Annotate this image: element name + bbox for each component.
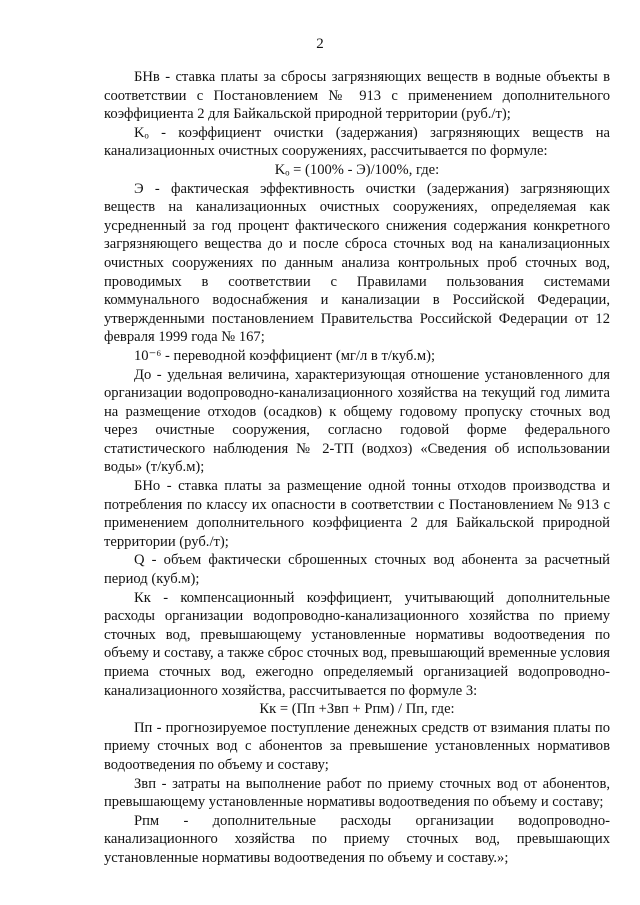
paragraph-do-definition: До - удельная величина, характеризующая отношение установленного для организации водопроводно-канализационного хозяйства на текущий год лимита на размещение отходов (осадков) к общему годовому пропуску сточных вод через очистные сооружения, согласно годовой форме федерального статистического наблюдения № 2-ТП (водхоз) «Сведения об использовании воды» (т/куб.м); xyxy=(104,366,610,476)
paragraph-pp-definition: Пп - прогнозируемое поступление денежных средств от взимания платы по приему сточных вод с абонентов за превышение установленных нормативов водоотведения по объему и составу; xyxy=(104,719,610,773)
paragraph-zvp-definition: Звп - затраты на выполнение работ по приему сточных вод от абонентов, превышающему установленные нормативы водоотведения по объему и составу; xyxy=(104,775,610,811)
formula-ko: Kₒ = (100% - Э)/100%, где: xyxy=(274,161,440,178)
paragraph-rpm-definition: Рпм - дополнительные расходы организации водопроводно-канализационного хозяйства по приему сточных вод, превышающих установленные нормативы водоотведения по объему и составу.»; xyxy=(104,812,610,866)
paragraph-kk-definition: Кк - компенсационный коэффициент, учитывающий дополнительные расходы организации водопроводно-канализационного хозяйства по приему сточных вод, превышающему установленные нормативы водоотведения по объему и составу, а также сброс сточных вод, превышающий временные условия приема сточных вод, ежегодно определяемый организацией водопроводно-канализационного хозяйства, рассчитывается по формуле 3: xyxy=(104,589,610,699)
document-body xyxy=(104,68,610,868)
formula-kk: Кк = (Пп +Звп + Рпм) / Пп, где: xyxy=(259,701,455,718)
paragraph-e-definition: Э - фактическая эффективность очистки (задержания) загрязняющих веществ на канализационных очистных сооружениях, определяемая как усредненный за год процент фактического снижения содержания конкретного загрязняющего вещества до и после сброса сточных вод на канализационных очистных сооружениях по данным анализа контрольных проб сточных вод, проводимых в соответствии с Правилами пользования системами коммунального водоснабжения и канализации в Российской Федерации, утвержденными постановлением Правительства Российской Федерации от 12 февраля 1999 года № 167; xyxy=(104,180,610,346)
paragraph-bno-definition: БНо - ставка платы за размещение одной тонны отходов производства и потребления по классу их опасности в соответствии с Постановлением № 913 с применением дополнительного коэффициента 2 для Байкальской природной территории (руб./т); xyxy=(104,478,610,550)
page-number: 2 xyxy=(316,36,324,52)
paragraph-conversion-coefficient: 10⁻⁶ - переводной коэффициент (мг/л в т/куб.м); xyxy=(134,347,436,364)
paragraph-ko-definition: Kₒ - коэффициент очистки (задержания) загрязняющих веществ на канализационных очистных сооружениях, рассчитывается по формуле: xyxy=(104,124,610,160)
paragraph-bnv: БНв - ставка платы за сбросы загрязняющих веществ в водные объекты в соответствии с Постановлением № 913 с применением дополнительного коэффициента 2 для Байкальской природной территории (руб./т); xyxy=(104,69,610,123)
paragraph-q-definition: Q - объем фактически сброшенных сточных вод абонента за расчетный период (куб.м); xyxy=(104,552,610,588)
